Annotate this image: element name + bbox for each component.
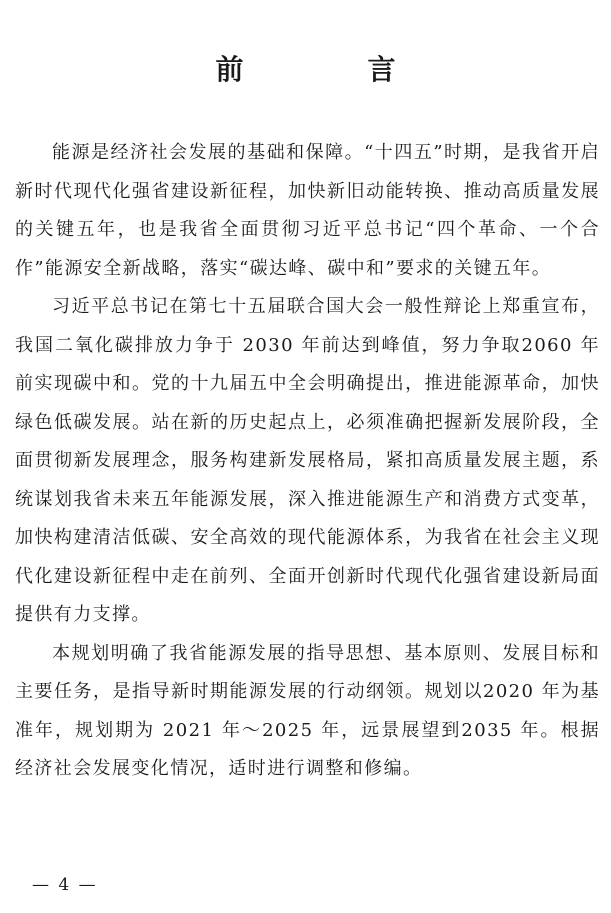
paragraph-carbon-goals: 习近平总书记在第七十五届联合国大会一般性辩论上郑重宣布，我国二氧化碳排放力争于 2030 年前达到峰值，努力争取2060 年前实现碳中和。党的十九届五中全会明确提出，推进能源革命，加快绿色低碳发展。站在新的历史起点上，必须准确把握新发展阶段，全面贯彻新发展理念，服务构建新发展格局，紧扣高质量发展主题，系统谋划我省未来五年能源发展，深入推进能源生产和消费方式变革，加快构建清洁低碳、安全高效的现代能源体系，为我省在社会主义现代化建设新征程中走在前列、全面开创新时代现代化强省建设新局面提供有力支撑。 bbox=[15, 296, 600, 625]
page-title: 前 言 bbox=[215, 53, 444, 86]
page-number: — 4 — bbox=[32, 875, 98, 895]
document-body bbox=[15, 134, 600, 789]
paragraph-intro: 能源是经济社会发展的基础和保障。“十四五”时期，是我省开启新时代现代化强省建设新征程，加快新旧动能转换、推动高质量发展的关键五年，也是我省全面贯彻习近平总书记“四个革命、一个合作”能源安全新战略，落实“碳达峰、碳中和”要求的关键五年。 bbox=[15, 142, 600, 279]
paragraph-plan-scope: 本规划明确了我省能源发展的指导思想、基本原则、发展目标和主要任务，是指导新时期能源发展的行动纲领。规划以2020 年为基准年，规划期为 2021 年～2025 年，远景展望到2035 年。根据经济社会发展变化情况，适时进行调整和修编。 bbox=[15, 642, 600, 779]
